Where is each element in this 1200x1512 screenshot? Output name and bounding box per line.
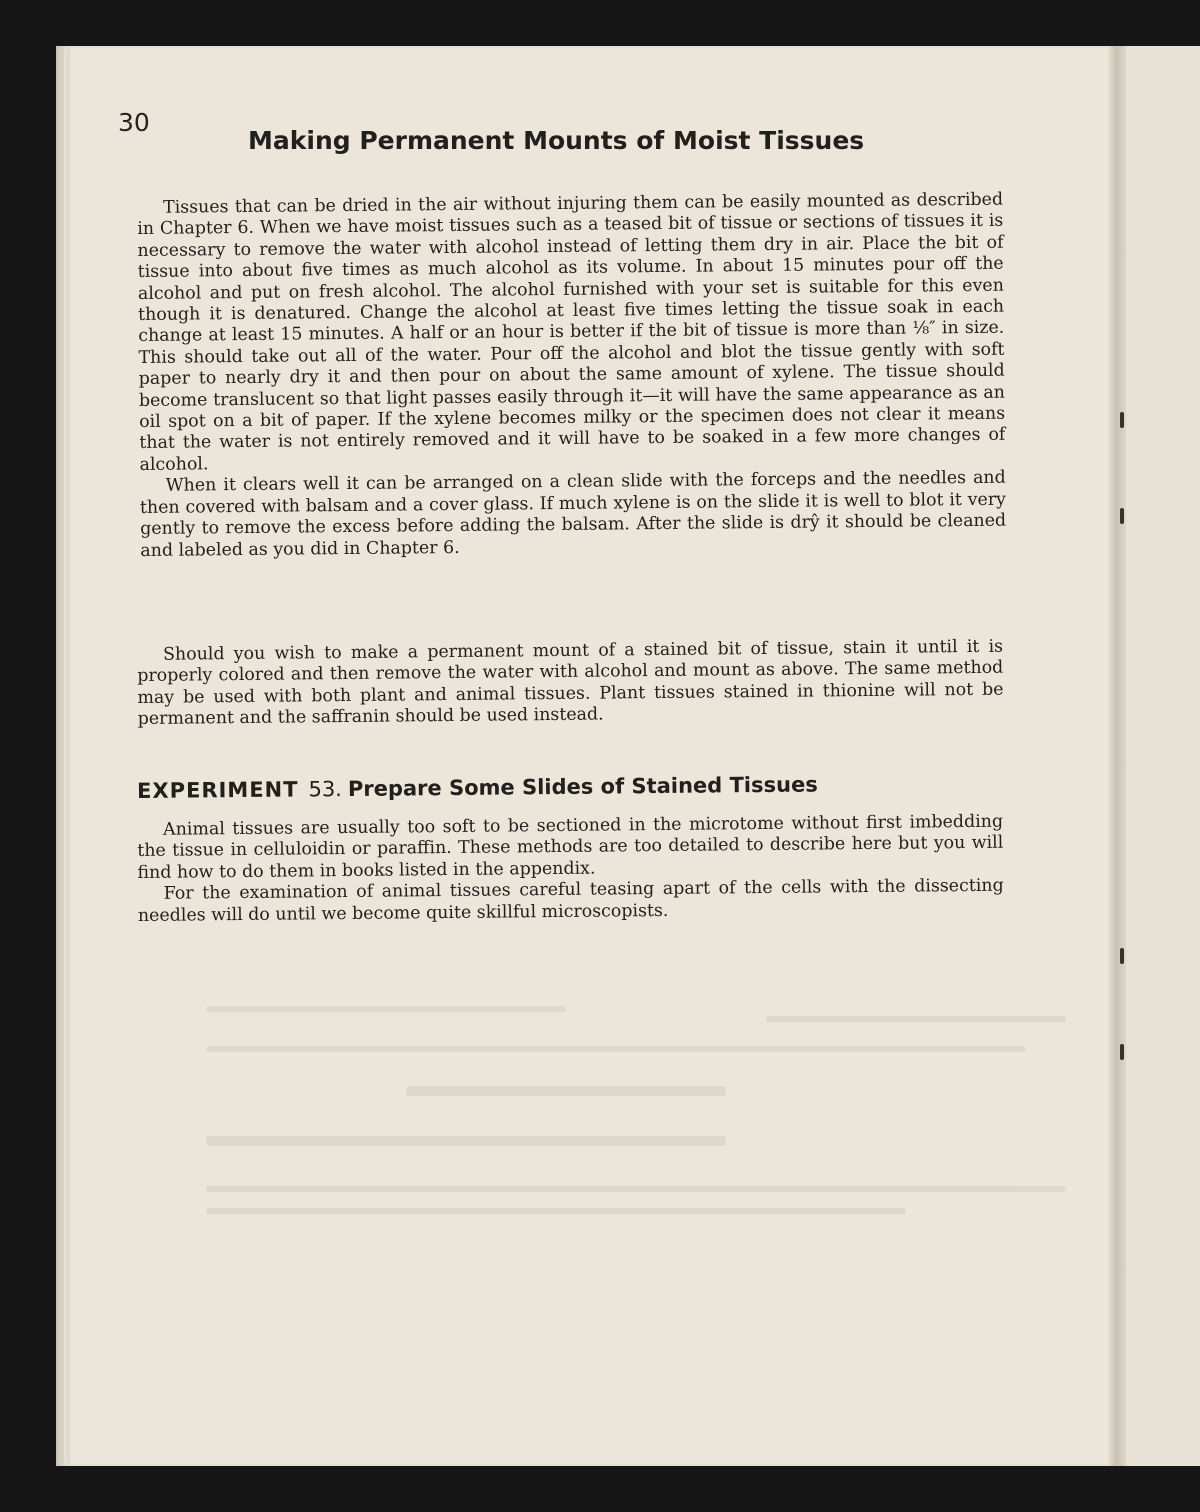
paragraph: For the examination of animal tissues careful teasing apart of the cells with the dissecting needles will do until we become quite skillful microscopists. xyxy=(137,875,1004,926)
facing-page-edge xyxy=(1126,46,1200,1466)
binding-stitch xyxy=(1120,412,1124,428)
page-edge-left xyxy=(60,46,64,1466)
chapter-title: Making Permanent Mounts of Moist Tissues xyxy=(248,126,865,155)
experiment-label: EXPERIMENT xyxy=(137,777,299,803)
page-number: 30 xyxy=(118,108,150,137)
page-edge-left-inner xyxy=(66,46,70,1466)
paragraph: Animal tissues are usually too soft to be sectioned in the microtome without first imbedding the tissue in celluloidin or paraffin. These methods are too detailed to describe here but you will find how to do them in books listed in the appendix. xyxy=(137,811,1004,883)
paragraph: When it clears well it can be arranged on a clean slide with the forceps and the needles and then covered with balsam and a cover glass. If much xylene is on the slide it is well to blot it very gently to remove the excess before adding the balsam. After the slide is drŷ it should be cleaned and labeled as you did in Chapter 6. xyxy=(139,467,1007,561)
body-text-block xyxy=(137,190,1006,562)
body-text-block xyxy=(137,637,1004,731)
spine-gutter xyxy=(1108,46,1126,1466)
experiment-number: 53. xyxy=(308,777,343,802)
binding-stitch xyxy=(1120,1044,1124,1060)
paragraph: Should you wish to make a permanent mount of a stained bit of tissue, stain it until it is properly colored and then remove the water with alcohol and mount as above. The same method may be used with both plant and animal tissues. Plant tissues stained in thionine will not be permanent and the saffranin should be used instead. xyxy=(137,636,1004,730)
experiment-title: Prepare Some Slides of Stained Tissues xyxy=(347,772,818,801)
binding-stitch xyxy=(1120,508,1124,524)
experiment-text-block xyxy=(137,812,1004,927)
show-through-shadow xyxy=(206,986,1086,1226)
paragraph: Tissues that can be dried in the air without injuring them can be easily mounted as described in Chapter 6. When we have moist tissues such as a teased bit of tissue or sections of tissues it is necessary to remove the water with alcohol instead of letting them dry in air. Place the bit of tissue into about five times as much alcohol as its volume. In about 15 minutes pour off the alcohol and put on fresh alcohol. The alcohol furnished with your set is suitable for this even though it is denatured. Change the alcohol at least five times letting the tissue soak in each change at least 15 minutes. A half or an hour is better if the bit of tissue is more than ⅛″ in size. This should take out all of the water. Pour off the alcohol and blot the tissue gently with soft paper to nearly dry it and then pour on about the same amount of xylene. The tissue should become translucent so that light passes easily through it—it will have the same appearance as an oil spot on a bit of paper. If the xylene becomes milky or the specimen does not clear it means that the water is not entirely removed and it will have to be soaked in a few more changes of alcohol. xyxy=(137,189,1006,475)
binding-stitch xyxy=(1120,948,1124,964)
